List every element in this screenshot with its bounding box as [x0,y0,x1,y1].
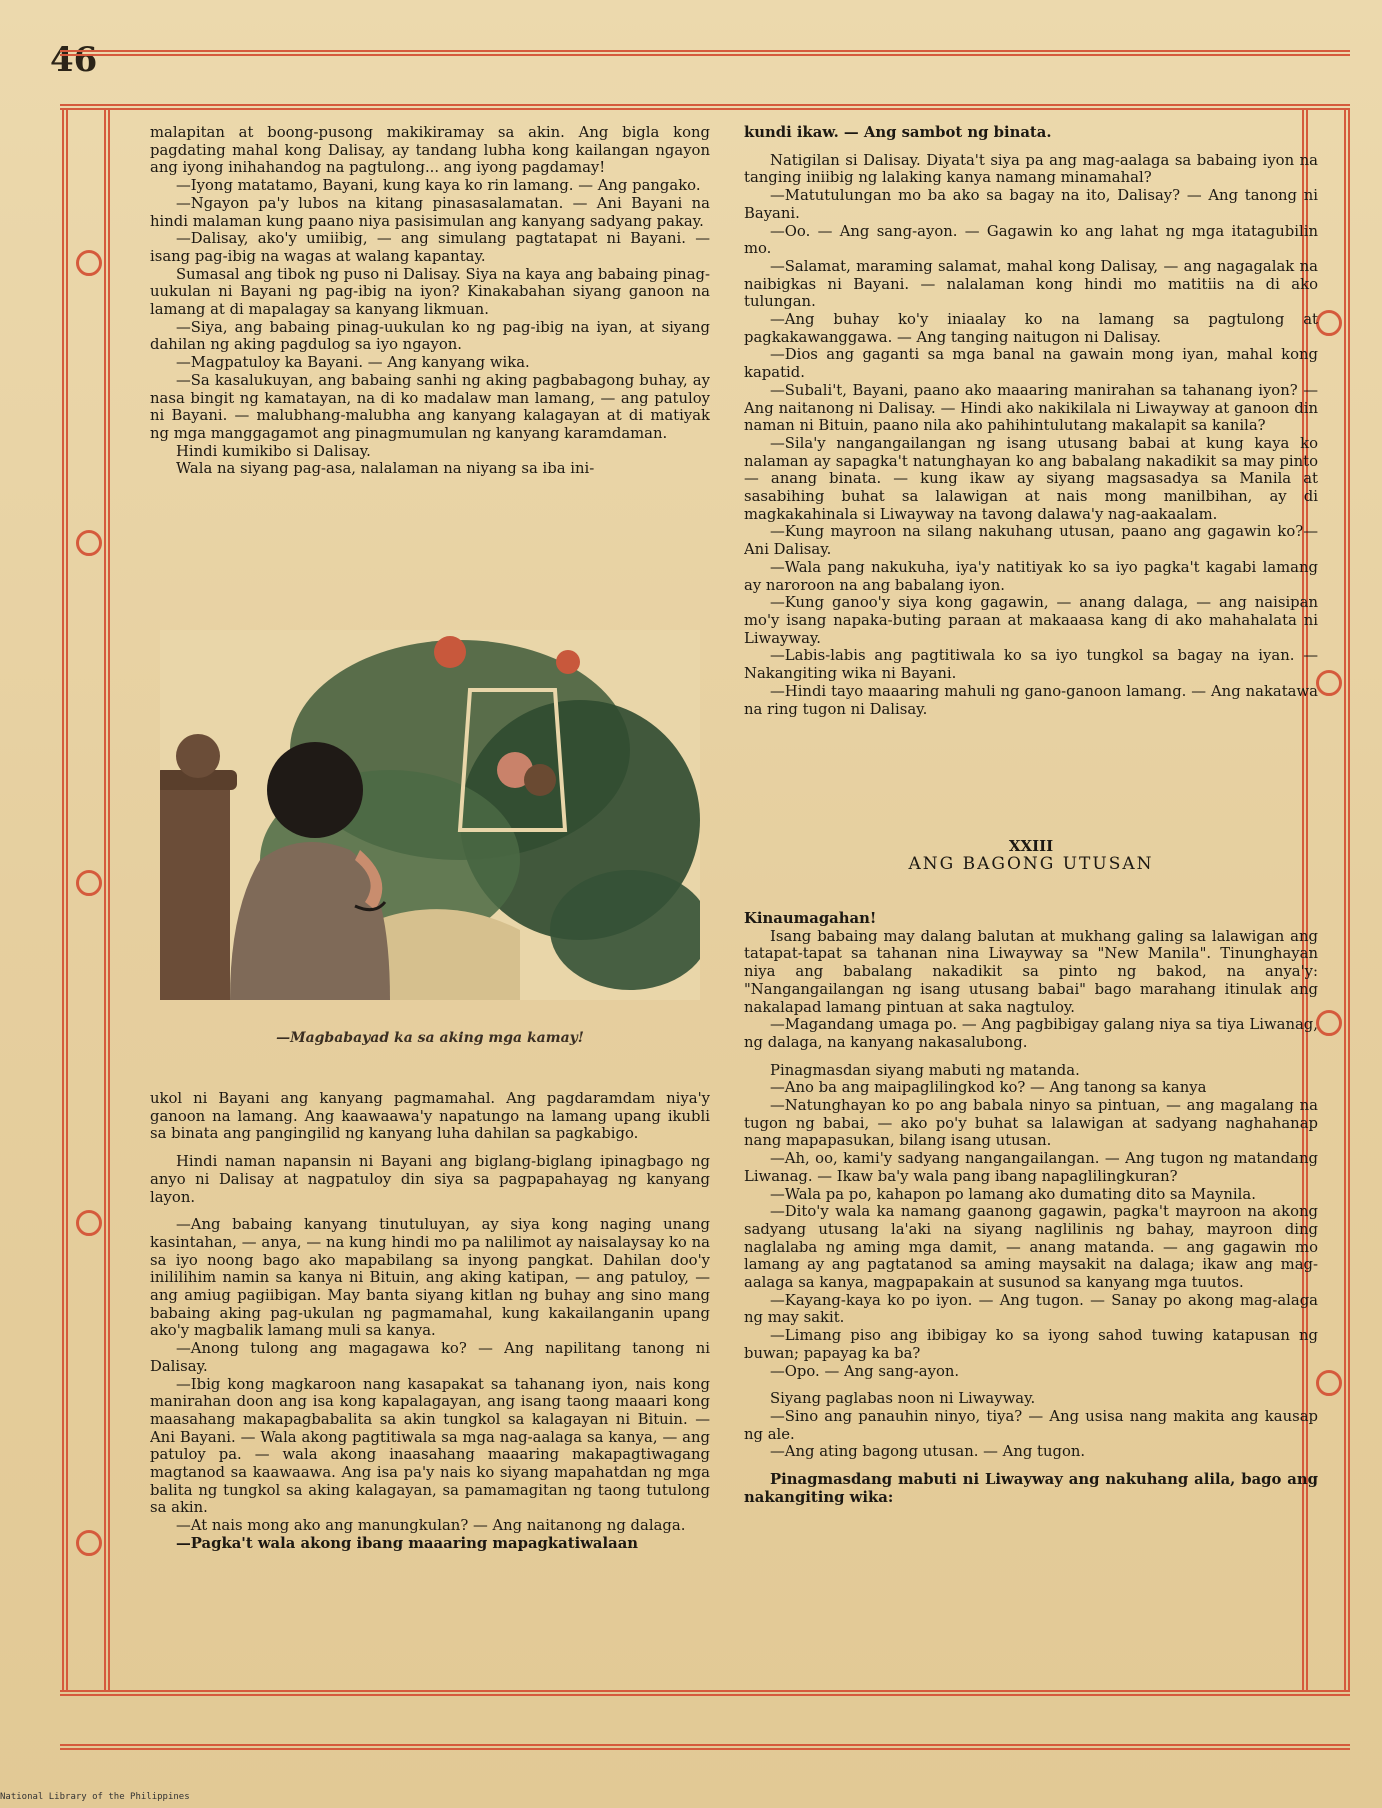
paragraph: —Sila'y nangangailangan ng isang utusang babai at kung kaya ko nalaman ay sapagka't natunghayan ko ang babalang nakadikit sa may pinto — anang binata. — kung ikaw ay siyang magsasadya sa Manila at sasabihing buhat sa lalawigan at nais mong manilbihan, ay di magkakahinala si Liwayway na tavong dalawa'y nag-aakaalam. [744,434,1318,523]
paragraph: kundi ikaw. — Ang sambot ng binata. [744,124,1052,141]
paragraph: Pinagmasdang mabuti ni Liwayway ang nakuhang alila, bago ang nakangiting wika: [744,1471,1318,1506]
paragraph: —Ah, oo, kami'y sadyang nangangailangan. — Ang tugon ng matandang Liwanag. — Ikaw ba'y wala pang ibang napaglilingkuran? [744,1150,1318,1185]
paragraph: —At nais mong ako ang manungkulan? — Ang naitanong ng dalaga. [176,1517,686,1535]
story-illustration [160,630,700,1000]
section-heading [744,838,1318,873]
section-title: ANG BAGONG UTUSAN [908,853,1154,874]
paragraph: Hindi kumikibo si Dalisay. [176,442,371,460]
paragraph: —Labis-labis ang pagtitiwala ko sa iyo tungkol sa bagay na iyan. — Nakangiting wika ni Bayani. [744,647,1318,683]
column-right-top [744,124,1318,804]
paragraph: —Dios ang gaganti sa mga banal na gawain mong iyan, mahal kong kapatid. [744,346,1318,382]
paragraph: —Sa kasalukuyan, ang babaing sanhi ng aking pagbabagong buhay, ay nasa bingit ng kamatayan, na di ko madalaw man lamang, — ang patuloy ni Bayani. — malubhang-malubha ang kanyang kalagayan at di matiyak ng mga manggagamot ang pinagmumulan ng kanyang karamdaman. [150,371,710,442]
paragraph: —Siya, ang babaing pinag-uukulan ko ng pag-ibig na iyan, at siyang dahilan ng aking pagdulog sa iyo ngayon. [150,318,710,354]
ornamental-border-top [60,50,1350,110]
paragraph: Siyang paglabas noon ni Liwayway. [770,1390,1036,1408]
paragraph: —Dito'y wala ka namang gaanong gagawin, pagka't mayroon na akong sadyang utusang la'aki na siyang naglilinis ng bahay, mayroon ding naglalaba ng aming mga damit, — anang matanda. — ang gagawin mo lamang ay ang pagtatanod sa aming maysakit na dalaga; ikaw ang mag-aalaga sa kanya, magpapakain at susunod sa kanyang mga tuutos. [744,1203,1318,1292]
paragraph: —Limang piso ang ibibigay ko sa iyong sahod tuwing katapusan ng buwan; papayag ka ba? [744,1327,1318,1362]
paragraph: malapitan at boong-pusong makikiramay sa akin. Ang bigla kong pagdating mahal kong Dalisay, ay tandang lubha kong kailangan ngayon ang iyong inihahandog na pagtulong... ang iyong pagdamay! [150,124,710,177]
paragraph: ukol ni Bayani ang kanyang pagmamahal. Ang pagdaramdam niya'y ganoon na lamang. Ang kaawaawa'y napatungo na lamang upang ikubli sa binata ang pangingilid ng kanyang luha dahilan sa pagkabigo. [150,1090,710,1143]
paragraph: —Dalisay, ako'y umiibig, — ang simulang pagtatapat ni Bayani. — isang pag-ibig na wagas at walang kapantay. [150,230,710,265]
paragraph: —Iyong matatamo, Bayani, kung kaya ko rin lamang. — Ang pangako. [176,177,701,195]
paragraph: Pinagmasdan siyang mabuti ng matanda. [770,1061,1080,1079]
footer-credit: National Library of the Philippines [0,1792,190,1802]
column-left-bottom [150,1090,710,1665]
paragraph: —Natunghayan ko po ang babala ninyo sa pintuan, — ang magalang na tugon ng babai, — ako po'y buhat sa lalawigan at sadyang naghahanap nang mapapasukan, bilang isang utusan. [744,1097,1318,1150]
paragraph: —Pagka't wala akong ibang maaaring mapagkatiwalaan [176,1534,639,1552]
paragraph: —Kung ganoo'y siya kong gagawin, — anang dalaga, — ang naisipan mo'y isang napaka-buting paraan at makaaasa kang di ako mahahalata ni Liwayway. [744,594,1318,647]
paragraph: —Sino ang panauhin ninyo, tiya? — Ang usisa nang makita ang kausap ng ale. [744,1407,1318,1443]
paragraph: —Kung mayroon na silang nakuhang utusan, paano ang gagawin ko?—Ani Dalisay. [744,523,1318,559]
column-left-top [150,124,710,596]
column-right-bottom [744,910,1318,1665]
paragraph: —Ang babaing kanyang tinutuluyan, ay siya kong naging unang kasintahan, — anya, — na kung hindi mo pa nalilimot ay naisalaysay ko na sa iyo noong bago ako mapabilang sa inyong pangkat. Dahilan doo'y inililihim namin sa kanya ni Bituin, ang aking katipan, — ang patuloy, — ang amiug pagiibigan. May banta siyang kitlan ng buhay ang sino mang babaing aking pag-ukulan ng pagmamahal, kung kakailanganin upang ako'y magbalik lamang muli sa kanya. [150,1216,710,1340]
paragraph: —Oo. — Ang sang-ayon. — Gagawin ko ang lahat ng mga itatagubilin mo. [744,222,1318,258]
paragraph: —Kayang-kaya ko po iyon. — Ang tugon. — Sanay po akong mag-alaga ng may sakit. [744,1291,1318,1327]
paragraph: —Ano ba ang maipaglilingkod ko? — Ang tanong sa kanya [770,1079,1207,1097]
paragraph: —Magandang umaga po. — Ang pagbibigay galang niya sa tiya Liwanag, ng dalaga, na kanyang nakasalubong. [744,1016,1318,1051]
paragraph: —Ang ating bagong utusan. — Ang tugon. [770,1443,1086,1461]
paragraph: Natigilan si Dalisay. Diyata't siya pa ang mag-aalaga sa babaing iyon na tanging iniibig ng lalaking kanya namang minamahal? [744,151,1318,187]
paragraph: —Wala pang nakukuha, iya'y natitiyak ko sa iyo pagka't kagabi lamang ay naroroon na ang babalang iyon. [744,558,1318,594]
section-number: XXIII [1008,837,1054,855]
paragraph: Wala na siyang pag-asa, nalalaman na niyang sa iba ini- [176,460,595,478]
paragraph: —Opo. — Ang sang-ayon. [770,1362,960,1380]
paragraph: —Hindi tayo maaaring mahuli ng gano-ganoon lamang. — Ang nakatawa na ring tugon ni Dalisay. [744,682,1318,718]
paragraph: Kinaumagahan! [744,910,877,927]
paragraph: —Anong tulong ang magagawa ko? — Ang napilitang tanong ni Dalisay. [150,1340,710,1375]
paragraph: Isang babaing may dalang balutan at mukhang galing sa lalawigan ang tatapat-tapat sa tahanan nina Liwayway sa "New Manila". Tinunghayan niya ang babalang nakadikit sa pinto ng bakod, na anya'y: "Nangangailangan ng isang utusang babai" bago marahang itinulak ang nakalapad lamang pintuan at saka nagtuloy. [744,927,1318,1016]
paragraph: —Matutulungan mo ba ako sa bagay na ito, Dalisay? — Ang tanong ni Bayani. [744,187,1318,222]
paragraph: —Ibig kong magkaroon nang kasapakat sa tahanang iyon, nais kong manirahan doon ang isa kong kapalagayan, ang isang taong maaari kong maasahang makapagbabalita sa akin tungkol sa kalagayan ni Bituin. — Ani Bayani. — Wala akong pagtitiwala sa mga nag-aalaga sa kanya, — ang patuloy pa. — wala akong inaasahang maaaring makapagtiwagang magtanod sa kaawaawa. Ang isa pa'y nais ko siyang mapahatdan ng mga balita ng tungkol sa aking kalagayan, sa pamamagitan ng taong tutulong sa akin. [150,1375,710,1517]
page-number: 46 [50,40,98,80]
paragraph: Sumasal ang tibok ng puso ni Dalisay. Siya na kaya ang babaing pinag-uukulan ni Bayani ng pag-ibig na iyon? Kinakabahan siyang ganoon na lamang at di mapalagay sa kanyang likmuan. [150,265,710,319]
paragraph: —Salamat, maraming salamat, mahal kong Dalisay, — ang nagagalak na naibigkas ni Bayani. — nalalaman kong hindi mo matitiis na di ako tulungan. [744,257,1318,311]
ornamental-vine-left [62,110,110,1690]
paragraph: —Ngayon pa'y lubos na kitang pinasasalamatan. — Ani Bayani na hindi malaman kung paano niya pasisimulan ang kanyang sadyang pakay. [150,194,710,230]
paragraph: —Magpatuloy ka Bayani. — Ang kanyang wika. [176,354,530,372]
paragraph: —Ang buhay ko'y iniaalay ko na lamang sa pagtulong at pagkakawanggawa. — Ang tanging naitugon ni Dalisay. [744,311,1318,346]
paragraph: Hindi naman napansin ni Bayani ang biglang-biglang ipinagbago ng anyo ni Dalisay at nagpatuloy din siya sa pagpapahayag ng kanyang layon. [150,1153,710,1206]
paragraph: —Subali't, Bayani, paano ako maaaring manirahan sa tahanang iyon? — Ang naitanong ni Dalisay. — Hindi ako nakikilala ni Liwayway at ganoon din naman ni Bituin, paano nila ako pahihintulutang makalapit sa kanila? [744,381,1318,435]
ornamental-border-bottom [60,1690,1350,1750]
illustration-caption: —Magbabayad ka sa aking mga kamay! [276,1030,584,1046]
paragraph: —Wala pa po, kahapon po lamang ako dumating dito sa Maynila. [770,1185,1256,1203]
